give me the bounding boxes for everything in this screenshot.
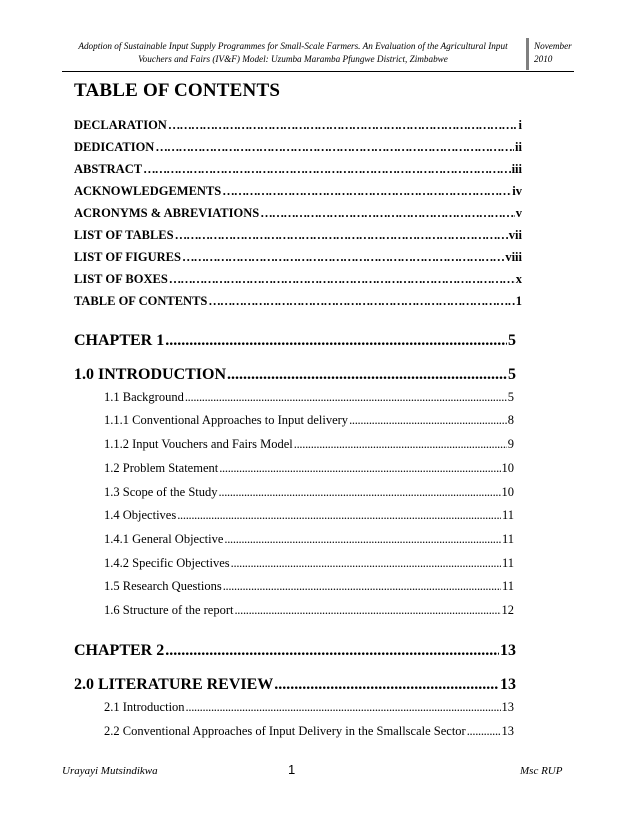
- toc-entry-page: 13: [501, 700, 514, 714]
- footer-author: Urayayi Mutsindikwa: [62, 765, 158, 777]
- toc-subentry[interactable]: [104, 485, 514, 501]
- toc-entry-list-of-tables[interactable]: [74, 228, 522, 244]
- toc-leader: [467, 724, 501, 739]
- toc-subentry[interactable]: [104, 461, 514, 477]
- toc-leader: [169, 272, 515, 287]
- toc-entry-title: DECLARATION: [74, 118, 167, 132]
- toc-leader: [219, 485, 501, 500]
- toc-entry-title: 1.3 Scope of the Study: [104, 485, 218, 499]
- toc-entry-title: ACKNOWLEDGEMENTS: [74, 184, 222, 198]
- toc-leader: [274, 676, 499, 694]
- toc-entry-title: CHAPTER 2: [74, 642, 165, 659]
- running-header-date: [534, 40, 572, 66]
- toc-entry-title: 1.5 Research Questions: [104, 579, 222, 593]
- toc-entry-page: 1: [515, 294, 522, 308]
- header-title-line-2: Vouchers and Fairs (IV&F) Model: Uzumba Maramba Pfungwe District, Zimbabwe: [138, 54, 448, 64]
- toc-chapter-1[interactable]: [74, 332, 516, 352]
- toc-entry-page: viii: [505, 250, 522, 264]
- toc-heading: TABLE OF CONTENTS: [74, 80, 281, 101]
- toc-leader: [294, 437, 507, 452]
- toc-leader: [182, 250, 504, 265]
- toc-leader: [234, 603, 500, 618]
- toc-entry-page: 5: [507, 390, 514, 404]
- toc-subentry[interactable]: [104, 579, 514, 595]
- toc-entry-title: 1.4.2 Specific Objectives: [104, 556, 230, 570]
- running-header-title: [62, 40, 524, 66]
- header-date-year: 2010: [534, 54, 553, 64]
- toc-leader: [165, 332, 507, 350]
- toc-entry-page: 10: [501, 461, 514, 475]
- header-divider: [526, 38, 529, 70]
- toc-entry-title: 1.1.2 Input Vouchers and Fairs Model: [104, 437, 293, 451]
- toc-entry-acronyms[interactable]: [74, 206, 522, 222]
- toc-entry-title: 1.1 Background: [104, 390, 184, 404]
- toc-leader: [219, 461, 500, 476]
- header-rule: [62, 71, 574, 72]
- footer-page-number: 1: [288, 762, 296, 777]
- toc-entry-title: 1.2 Problem Statement: [104, 461, 219, 475]
- toc-leader: [231, 556, 501, 571]
- toc-entry-page: ii: [515, 140, 522, 154]
- toc-entry-page: 10: [501, 485, 514, 499]
- toc-subentry[interactable]: [104, 556, 514, 572]
- toc-leader: [155, 140, 514, 155]
- toc-entry-title: LIST OF TABLES: [74, 228, 174, 242]
- toc-entry-page: iv: [512, 184, 522, 198]
- toc-leader: [224, 532, 501, 547]
- toc-leader: [186, 700, 501, 715]
- toc-entry-title: 1.1.1 Conventional Approaches to Input delivery: [104, 413, 349, 427]
- toc-entry-page: 5: [508, 366, 516, 383]
- toc-entry-dedication[interactable]: [74, 140, 522, 156]
- toc-leader: [208, 294, 514, 309]
- toc-entry-page: 9: [507, 437, 514, 451]
- toc-entry-title: DEDICATION: [74, 140, 155, 154]
- toc-leader: [260, 206, 515, 221]
- toc-entry-abstract[interactable]: [74, 162, 522, 178]
- toc-subentry[interactable]: [104, 437, 514, 453]
- toc-leader: [143, 162, 511, 177]
- toc-entry-title: 2.2 Conventional Approaches of Input Delivery in the Smallscale Sector: [104, 724, 466, 738]
- toc-entry-title: 1.4.1 General Objective: [104, 532, 224, 546]
- toc-leader: [185, 390, 507, 405]
- header-title-line-1: Adoption of Sustainable Input Supply Programmes for Small-Scale Farmers. An Evaluation of the Agricultural Input: [78, 41, 508, 51]
- toc-entry-page: vii: [508, 228, 522, 242]
- toc-leader: [222, 184, 511, 199]
- toc-entry-page: 11: [501, 556, 514, 570]
- toc-chapter-2[interactable]: [74, 642, 516, 662]
- toc-leader: [223, 579, 501, 594]
- toc-subentry[interactable]: [104, 532, 514, 548]
- toc-entry-acknowledgements[interactable]: [74, 184, 522, 200]
- toc-entry-declaration[interactable]: [74, 118, 522, 134]
- toc-subentry[interactable]: [104, 724, 514, 740]
- toc-entry-page: 11: [501, 532, 514, 546]
- toc-subentry[interactable]: [104, 390, 514, 406]
- toc-entry-page: 13: [501, 724, 514, 738]
- toc-entry-page: 8: [507, 413, 514, 427]
- toc-entry-title: 1.0 INTRODUCTION: [74, 366, 227, 383]
- toc-entry-title: LIST OF FIGURES: [74, 250, 181, 264]
- toc-entry-title: LIST OF BOXES: [74, 272, 168, 286]
- toc-entry-page: 5: [508, 332, 516, 349]
- toc-entry-page: x: [515, 272, 522, 286]
- toc-section-introduction[interactable]: [74, 366, 516, 386]
- toc-entry-list-of-figures[interactable]: [74, 250, 522, 266]
- toc-entry-title: 1.4 Objectives: [104, 508, 177, 522]
- toc-leader: [168, 118, 518, 133]
- toc-entry-title: CHAPTER 1: [74, 332, 165, 349]
- toc-entry-list-of-boxes[interactable]: [74, 272, 522, 288]
- toc-entry-page: 12: [501, 603, 514, 617]
- header-date-month: November: [534, 41, 572, 51]
- toc-entry-page: 13: [500, 676, 516, 693]
- toc-entry-title: ACRONYMS & ABREVIATIONS: [74, 206, 260, 220]
- toc-subentry[interactable]: [104, 603, 514, 619]
- toc-leader: [165, 642, 499, 660]
- toc-entry-title: 2.1 Introduction: [104, 700, 185, 714]
- toc-subentry[interactable]: [104, 413, 514, 429]
- toc-leader: [177, 508, 501, 523]
- footer-degree: Msc RUP: [520, 765, 563, 777]
- toc-leader: [349, 413, 507, 428]
- toc-entry-title: 2.0 LITERATURE REVIEW: [74, 676, 274, 693]
- toc-entry-title: TABLE OF CONTENTS: [74, 294, 208, 308]
- toc-entry-title: 1.6 Structure of the report: [104, 603, 234, 617]
- toc-leader: [227, 366, 507, 384]
- toc-entry-table-of-contents[interactable]: [74, 294, 522, 310]
- toc-entry-page: iii: [511, 162, 522, 176]
- toc-entry-page: 11: [501, 508, 514, 522]
- toc-leader: [175, 228, 508, 243]
- toc-subentry[interactable]: [104, 508, 514, 524]
- toc-entry-page: i: [518, 118, 522, 132]
- toc-section-literature-review[interactable]: [74, 676, 516, 696]
- toc-entry-page: 13: [500, 642, 516, 659]
- toc-entry-title: ABSTRACT: [74, 162, 143, 176]
- toc-entry-page: v: [515, 206, 522, 220]
- toc-subentry[interactable]: [104, 700, 514, 716]
- toc-entry-page: 11: [501, 579, 514, 593]
